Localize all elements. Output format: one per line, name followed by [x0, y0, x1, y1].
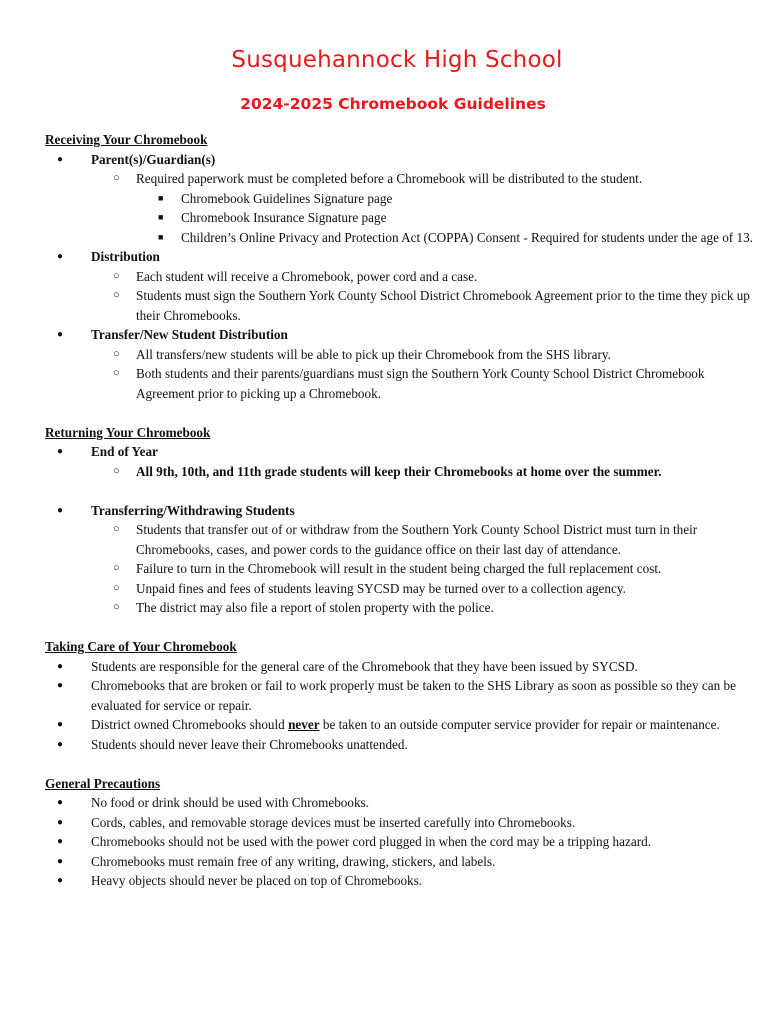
precaution-item: Chromebooks should not be used with the power cord plugged in when the cord may be a tripping hazard.	[91, 834, 651, 849]
list-item	[45, 735, 755, 755]
transfer-item: Both students and their parents/guardians must sign the Southern York County School District Chromebook Agreement prior to picking up a Chromebook.	[136, 366, 705, 401]
receiving-list	[45, 150, 755, 404]
list-item	[45, 247, 755, 267]
withdraw-item: Unpaid fines and fees of students leaving SYCSD may be turned over to a collection agency.	[136, 580, 626, 596]
school-title: Susquehannock High School	[231, 47, 563, 73]
care-item-emphasis: never	[288, 717, 320, 732]
filled-bullet-icon: ●	[57, 446, 64, 457]
care-item: Students should never leave their Chromebooks unattended.	[91, 736, 408, 752]
distribution-item: Students must sign the Southern York County School District Chromebook Agreement prior to the time they pick up their Chromebooks.	[136, 288, 750, 323]
filled-bullet-icon: ●	[57, 329, 64, 340]
document-body	[45, 130, 755, 891]
care-item-after: be taken to an outside computer service provider for repair or maintenance.	[319, 717, 720, 732]
filled-bullet-icon: ●	[57, 797, 64, 808]
care-item: Students are responsible for the general care of the Chromebook that they have been issued by SYCSD.	[91, 658, 638, 674]
hollow-bullet-icon: ○	[113, 172, 120, 184]
list-item	[45, 364, 755, 403]
filled-bullet-icon: ●	[57, 738, 64, 750]
list-item	[45, 852, 755, 872]
list-item	[45, 676, 755, 715]
filled-bullet-icon: ●	[57, 816, 64, 828]
care-item: Chromebooks that are broken or fail to work properly must be taken to the SHS Library as soon as possible so they can be evaluated for service or repair.	[91, 678, 736, 713]
paperwork-text: Required paperwork must be completed before a Chromebook will be distributed to the student.	[136, 171, 643, 186]
list-item	[45, 520, 755, 559]
list-item	[45, 501, 755, 521]
distribution-label: Distribution	[91, 249, 160, 264]
withdraw-label: Transferring/Withdrawing Students	[91, 502, 295, 518]
withdraw-item: Failure to turn in the Chromebook will result in the student being charged the full replacement cost.	[136, 561, 662, 576]
square-bullet-icon: ■	[158, 192, 164, 203]
form-item: Chromebook Guidelines Signature page	[181, 190, 393, 206]
list-item	[45, 189, 755, 209]
hollow-bullet-icon: ○	[113, 269, 120, 282]
filled-bullet-icon: ●	[57, 836, 64, 847]
list-item	[45, 462, 755, 482]
section-heading-care: Taking Care of Your Chromebook	[45, 639, 237, 654]
section-heading-returning: Returning Your Chromebook	[45, 424, 211, 440]
section-heading-receiving: Receiving Your Chromebook	[45, 132, 208, 147]
list-item	[45, 150, 755, 170]
form-item: Children’s Online Privacy and Protection Act (COPPA) Consent - Required for students under the age of 13.	[181, 229, 753, 245]
list-item	[45, 559, 755, 579]
withdraw-list	[45, 501, 755, 618]
transfer-label: Transfer/New Student Distribution	[91, 327, 288, 342]
hollow-bullet-icon: ○	[113, 464, 120, 477]
parents-label: Parent(s)/Guardian(s)	[91, 151, 216, 167]
list-item	[45, 813, 755, 833]
form-item: Chromebook Insurance Signature page	[181, 210, 387, 225]
list-item	[45, 325, 755, 345]
hollow-bullet-icon: ○	[113, 601, 120, 613]
care-item-before: District owned Chromebooks should	[91, 717, 289, 732]
list-item	[45, 208, 755, 228]
list-item	[45, 267, 755, 287]
filled-bullet-icon: ●	[57, 875, 64, 886]
list-item	[45, 169, 755, 189]
precautions-list	[45, 793, 755, 891]
list-item	[45, 345, 755, 365]
hollow-bullet-icon: ○	[113, 347, 120, 360]
distribution-item: Each student will receive a Chromebook, power cord and a case.	[136, 268, 478, 284]
list-item	[45, 442, 755, 462]
hollow-bullet-icon: ○	[113, 367, 120, 379]
transfer-item: All transfers/new students will be able to pick up their Chromebook from the SHS library.	[136, 346, 611, 362]
list-item	[45, 832, 755, 852]
list-item	[45, 286, 755, 325]
withdraw-item: Students that transfer out of or withdraw from the Southern York County School District must turn in their Chromebooks, cases, and power cords to the guidance office on their last day of attendance.	[136, 522, 698, 557]
list-item	[45, 228, 755, 248]
precaution-item: Cords, cables, and removable storage devices must be inserted carefully into Chromebooks.	[91, 814, 576, 830]
list-item	[45, 579, 755, 599]
list-item	[45, 598, 755, 618]
filled-bullet-icon: ●	[57, 504, 64, 516]
withdraw-item: The district may also file a report of stolen property with the police.	[136, 600, 494, 615]
returning-list	[45, 442, 755, 481]
hollow-bullet-icon: ○	[113, 581, 120, 594]
list-item	[45, 715, 755, 735]
filled-bullet-icon: ●	[57, 719, 64, 730]
list-item	[45, 657, 755, 677]
square-bullet-icon: ■	[158, 212, 164, 222]
filled-bullet-icon: ●	[57, 660, 64, 672]
filled-bullet-icon: ●	[57, 855, 64, 867]
list-item	[45, 793, 755, 813]
hollow-bullet-icon: ○	[113, 562, 120, 574]
care-list	[45, 657, 755, 755]
hollow-bullet-icon: ○	[113, 523, 120, 535]
filled-bullet-icon: ●	[57, 153, 64, 165]
precaution-item: Heavy objects should never be placed on top of Chromebooks.	[91, 873, 423, 888]
precaution-item: No food or drink should be used with Chromebooks.	[91, 795, 370, 810]
section-heading-precautions: General Precautions	[45, 775, 161, 791]
list-item	[45, 871, 755, 891]
precaution-item: Chromebooks must remain free of any writing, drawing, stickers, and labels.	[91, 853, 496, 869]
end-of-year-label: End of Year	[91, 444, 158, 459]
end-of-year-item: All 9th, 10th, and 11th grade students will keep their Chromebooks at home over the summer.	[136, 463, 662, 479]
filled-bullet-icon: ●	[57, 680, 64, 691]
filled-bullet-icon: ●	[57, 251, 64, 262]
square-bullet-icon: ■	[158, 231, 164, 242]
hollow-bullet-icon: ○	[113, 289, 120, 301]
document-subtitle: 2024-2025 Chromebook Guidelines	[240, 95, 546, 113]
